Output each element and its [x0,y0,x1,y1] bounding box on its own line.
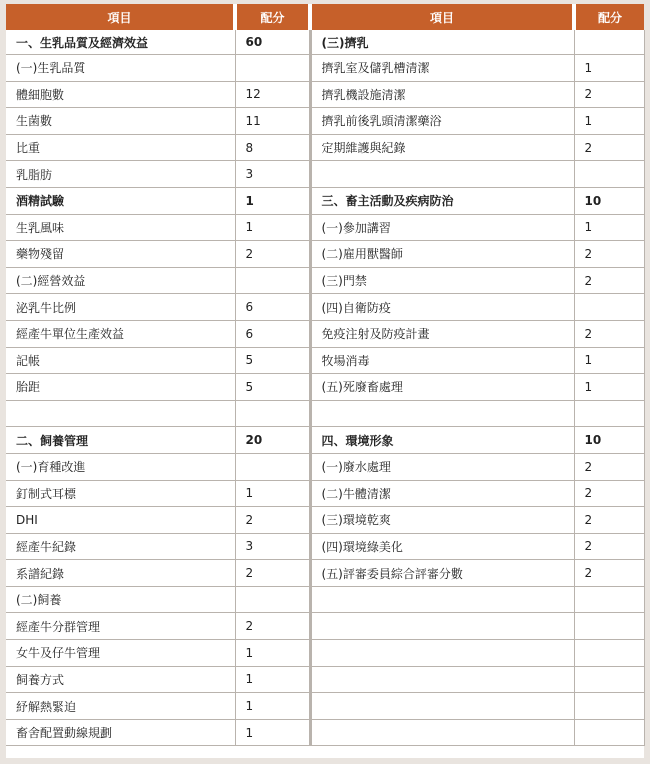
score-cell-right [574,640,644,667]
item-cell-left: 比重 [6,134,235,161]
item-cell-right: 牧場消毒 [310,347,574,374]
score-cell-left: 6 [235,294,310,321]
item-cell-left: 一、生乳品質及經濟效益 [6,30,235,55]
item-cell-right: (三)環境乾爽 [310,507,574,534]
score-cell-right [574,30,644,55]
score-cell-left [235,586,310,613]
score-cell-left: 1 [235,480,310,507]
table-row [6,161,644,188]
item-cell-left: (二)飼養 [6,586,235,613]
item-cell-right: (五)死廢畜處理 [310,374,574,401]
table-body [6,30,644,746]
score-cell-right [574,161,644,188]
score-cell-left: 8 [235,134,310,161]
score-cell-right [574,666,644,693]
table-row [6,214,644,241]
score-cell-left: 2 [235,560,310,587]
score-cell-right [574,400,644,427]
score-cell-right: 1 [574,347,644,374]
table-row [6,267,644,294]
item-cell-left: (二)經營效益 [6,267,235,294]
score-cell-right: 1 [574,55,644,82]
item-cell-left: 經產牛紀錄 [6,533,235,560]
table-row [6,241,644,268]
header-item-right: 項目 [310,4,574,30]
item-cell-right: (五)評審委員綜合評審分數 [310,560,574,587]
item-cell-left: (一)育種改進 [6,453,235,480]
score-cell-right: 2 [574,134,644,161]
item-cell-left: 畜舍配置動線規劃 [6,719,235,746]
item-cell-right: 擠乳機設施清潔 [310,81,574,108]
item-cell-right: 四、環境形象 [310,427,574,454]
score-cell-left: 2 [235,241,310,268]
item-cell-right: 擠乳室及儲乳槽清潔 [310,55,574,82]
table-row [6,533,644,560]
item-cell-left: 藥物殘留 [6,241,235,268]
score-cell-left: 3 [235,161,310,188]
score-cell-left: 60 [235,30,310,55]
table-row [6,108,644,135]
score-cell-left: 2 [235,507,310,534]
item-cell-right [310,613,574,640]
score-cell-left: 12 [235,81,310,108]
item-cell-right: 擠乳前後乳頭清潔藥浴 [310,108,574,135]
item-cell-left: (一)生乳品質 [6,55,235,82]
score-cell-right: 2 [574,560,644,587]
item-cell-right: (四)環境綠美化 [310,533,574,560]
item-cell-left: 乳脂肪 [6,161,235,188]
item-cell-left: 胎距 [6,374,235,401]
item-cell-right: (三)擠乳 [310,30,574,55]
score-cell-right: 1 [574,374,644,401]
item-cell-right [310,640,574,667]
score-cell-right: 1 [574,214,644,241]
item-cell-right [310,719,574,746]
score-cell-left: 2 [235,613,310,640]
item-cell-right [310,693,574,720]
table-row [6,81,644,108]
score-cell-right: 1 [574,108,644,135]
score-cell-right: 2 [574,81,644,108]
score-cell-right: 10 [574,427,644,454]
table-row [6,613,644,640]
item-cell-left: 二、飼養管理 [6,427,235,454]
item-cell-left: 記帳 [6,347,235,374]
score-cell-right: 10 [574,187,644,214]
table-row [6,640,644,667]
score-cell-left [235,453,310,480]
score-cell-left [235,400,310,427]
item-cell-right [310,586,574,613]
table-row [6,453,644,480]
score-cell-left: 3 [235,533,310,560]
table-row [6,719,644,746]
item-cell-right [310,666,574,693]
table-row [6,666,644,693]
item-cell-right [310,400,574,427]
item-cell-left [6,400,235,427]
score-cell-left: 11 [235,108,310,135]
table-row [6,586,644,613]
score-cell-right [574,719,644,746]
score-cell-right: 2 [574,453,644,480]
score-cell-left: 5 [235,374,310,401]
score-cell-right [574,586,644,613]
table-row [6,320,644,347]
item-cell-left: 體細胞數 [6,81,235,108]
table-row [6,560,644,587]
item-cell-left: 生菌數 [6,108,235,135]
score-cell-right [574,613,644,640]
score-cell-right: 2 [574,241,644,268]
score-cell-right: 2 [574,507,644,534]
score-cell-left: 1 [235,640,310,667]
score-cell-left: 1 [235,693,310,720]
score-cell-left [235,55,310,82]
scoring-sheet [6,4,644,758]
score-cell-right [574,693,644,720]
score-cell-left: 20 [235,427,310,454]
table-row [6,347,644,374]
item-cell-left: 經產牛分群管理 [6,613,235,640]
item-cell-left: 生乳風味 [6,214,235,241]
table-row [6,187,644,214]
table-row [6,294,644,321]
item-cell-left: 紓解熱緊迫 [6,693,235,720]
table-row [6,480,644,507]
item-cell-right: (二)牛體清潔 [310,480,574,507]
table-row [6,693,644,720]
header-score-left: 配分 [235,4,310,30]
table-row [6,427,644,454]
score-cell-left: 1 [235,666,310,693]
header-item-left: 項目 [6,4,235,30]
item-cell-right: 定期維護與紀錄 [310,134,574,161]
score-cell-right: 2 [574,267,644,294]
item-cell-left: 經產牛單位生產效益 [6,320,235,347]
table-row [6,507,644,534]
item-cell-right: (二)雇用獸醫師 [310,241,574,268]
item-cell-right [310,161,574,188]
score-cell-left: 1 [235,187,310,214]
score-cell-right: 2 [574,320,644,347]
item-cell-left: 女牛及仔牛管理 [6,640,235,667]
table-row [6,400,644,427]
item-cell-right: 三、畜主活動及疾病防治 [310,187,574,214]
score-cell-left: 6 [235,320,310,347]
score-cell-right: 2 [574,533,644,560]
table-row [6,55,644,82]
item-cell-left: 泌乳牛比例 [6,294,235,321]
score-cell-left [235,267,310,294]
table-row [6,134,644,161]
item-cell-left: DHI [6,507,235,534]
item-cell-left: 酒精試驗 [6,187,235,214]
score-cell-right [574,294,644,321]
item-cell-left: 釘制式耳標 [6,480,235,507]
item-cell-right: (三)門禁 [310,267,574,294]
scoring-table [6,4,645,746]
header-row [6,4,644,30]
score-cell-left: 5 [235,347,310,374]
score-cell-left: 1 [235,719,310,746]
item-cell-right: (一)廢水處理 [310,453,574,480]
header-score-right: 配分 [574,4,644,30]
item-cell-right: (一)參加講習 [310,214,574,241]
item-cell-right: (四)自衛防疫 [310,294,574,321]
score-cell-right: 2 [574,480,644,507]
table-row [6,30,644,55]
item-cell-left: 系譜紀錄 [6,560,235,587]
item-cell-right: 免疫注射及防疫計畫 [310,320,574,347]
table-row [6,374,644,401]
item-cell-left: 飼養方式 [6,666,235,693]
score-cell-left: 1 [235,214,310,241]
